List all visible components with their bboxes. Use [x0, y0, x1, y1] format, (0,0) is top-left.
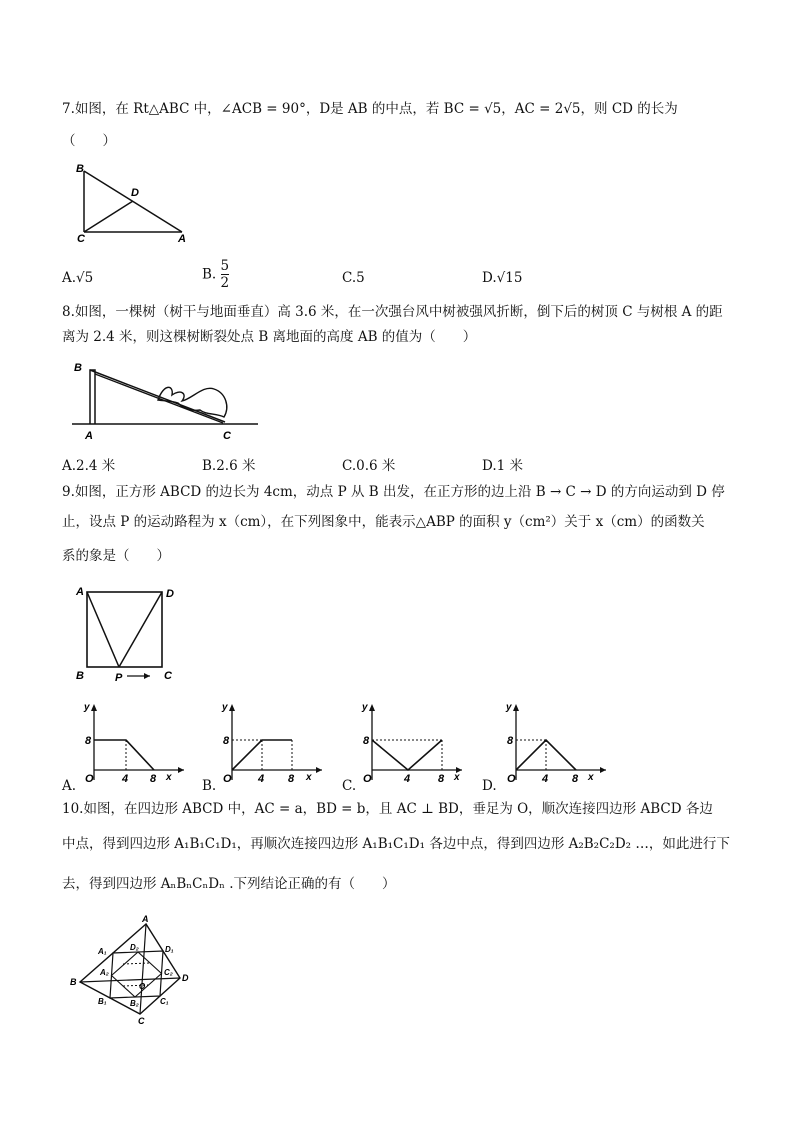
svg-text:D₂: D₂: [130, 943, 139, 952]
svg-text:A: A: [142, 914, 149, 924]
q9-graph-b: [218, 700, 328, 784]
q7-label-c: C: [77, 233, 85, 245]
q10-stem-line-3: 去，得到四边形 AₙBₙCₙDₙ .下列结论正确的有（ ）: [62, 876, 396, 892]
q9-option-c[interactable]: C.: [342, 778, 357, 794]
q9-label-a: A: [76, 586, 84, 598]
svg-text:B: B: [70, 977, 77, 987]
q9-graph-c: [358, 700, 468, 784]
svg-text:8: 8: [507, 735, 514, 747]
svg-text:C₁: C₁: [160, 997, 169, 1006]
q9-option-d[interactable]: D.: [482, 778, 497, 794]
svg-text:O: O: [363, 773, 372, 785]
q8-option-c[interactable]: C.0.6 米: [342, 458, 396, 474]
q9-label-p: P: [115, 672, 123, 684]
svg-text:x: x: [588, 772, 594, 783]
svg-text:8: 8: [363, 735, 370, 747]
q9-stem-line-3: 系的象是（ ）: [62, 548, 170, 564]
q9-graph-d: [502, 700, 612, 784]
svg-text:4: 4: [258, 773, 265, 785]
svg-text:B₁: B₁: [98, 997, 107, 1006]
svg-text:D: D: [182, 973, 189, 983]
q9-option-a[interactable]: A.: [62, 778, 77, 794]
svg-text:x: x: [454, 772, 460, 783]
q7-label-d: D: [131, 187, 139, 199]
svg-text:y: y: [362, 702, 368, 713]
svg-text:x: x: [166, 772, 172, 783]
svg-text:O: O: [139, 982, 146, 991]
q8-stem-line-1: 8.如图，一棵树（树干与地面垂直）高 3.6 米，在一次强台风中树被强风折断，倒下后的树顶 C 与树根 A 的距: [62, 304, 723, 320]
svg-text:D₁: D₁: [165, 945, 174, 954]
svg-text:8: 8: [223, 735, 230, 747]
q7-option-a[interactable]: A.√5: [62, 270, 94, 286]
q9-label-b: B: [76, 670, 84, 682]
q8-broken-tree-figure: [68, 355, 258, 445]
q8-label-a: A: [85, 430, 93, 442]
q7-stem-line-2: （ ）: [62, 133, 116, 149]
q9-option-b[interactable]: B.: [202, 778, 217, 794]
q8-label-b: B: [74, 362, 82, 374]
svg-text:C₂: C₂: [164, 968, 173, 977]
svg-text:A₁: A₁: [98, 947, 107, 956]
q8-option-a[interactable]: A.2.4 米: [62, 458, 116, 474]
q7-option-b[interactable]: B. $\frac{5}{2}$: [202, 258, 230, 291]
svg-text:x: x: [306, 772, 312, 783]
q8-label-c: C: [223, 430, 231, 442]
q10-stem-line-2: 中点，得到四边形 A₁B₁C₁D₁，再顺次连接四边形 A₁B₁C₁D₁ 各边中点，得到四边形 A₂B₂C₂D₂ …，如此进行下: [62, 836, 730, 852]
svg-text:y: y: [222, 702, 228, 713]
q8-stem-line-2: 离为 2.4 米，则这棵树断裂处点 B 离地面的高度 AB 的值为（ ）: [62, 329, 477, 345]
svg-text:A₂: A₂: [100, 968, 109, 977]
svg-text:8: 8: [85, 735, 92, 747]
q7-label-a: A: [178, 233, 186, 245]
svg-text:4: 4: [542, 773, 549, 785]
q7-option-c[interactable]: C.5: [342, 270, 365, 286]
svg-text:C: C: [138, 1016, 145, 1026]
q9-stem-line-2: 止，设点 P 的运动路程为 x（cm），在下列图象中，能表示△ABP 的面积 y（cm²）关于 x（cm）的函数关: [62, 514, 705, 530]
svg-text:4: 4: [122, 773, 129, 785]
q9-stem-line-1: 9.如图，正方形 ABCD 的边长为 4cm，动点 P 从 B 出发，在正方形的边上沿 B → C → D 的方向运动到 D 停: [62, 484, 725, 500]
q8-option-b[interactable]: B.2.6 米: [202, 458, 256, 474]
svg-text:O: O: [85, 773, 94, 785]
svg-text:O: O: [223, 773, 232, 785]
svg-text:y: y: [84, 702, 90, 713]
q8-option-d[interactable]: D.1 米: [482, 458, 524, 474]
svg-text:4: 4: [404, 773, 411, 785]
svg-text:B₂: B₂: [130, 999, 139, 1008]
svg-text:O: O: [507, 773, 516, 785]
svg-text:8: 8: [150, 773, 157, 785]
svg-text:8: 8: [572, 773, 579, 785]
q7-label-b: B: [76, 163, 84, 175]
q7-stem-line-1: 7.如图，在 Rt△ABC 中，∠ACB = 90°，D是 AB 的中点，若 BC = √5，AC = 2√5，则 CD 的长为: [62, 101, 678, 117]
q10-quadrilateral-figure: [68, 912, 198, 1026]
q7-triangle-figure: [70, 160, 200, 250]
q9-label-c: C: [164, 670, 172, 682]
q7-option-d[interactable]: D.√15: [482, 270, 523, 286]
q9-label-d: D: [166, 588, 174, 600]
q9-graph-a: [80, 700, 190, 784]
q9-square-figure: [70, 582, 190, 682]
svg-text:8: 8: [438, 773, 445, 785]
svg-text:8: 8: [288, 773, 295, 785]
q10-stem-line-1: 10.如图，在四边形 ABCD 中，AC = a，BD = b，且 AC ⊥ BD，垂足为 O，顺次连接四边形 ABCD 各边: [62, 801, 713, 817]
svg-text:y: y: [506, 702, 512, 713]
